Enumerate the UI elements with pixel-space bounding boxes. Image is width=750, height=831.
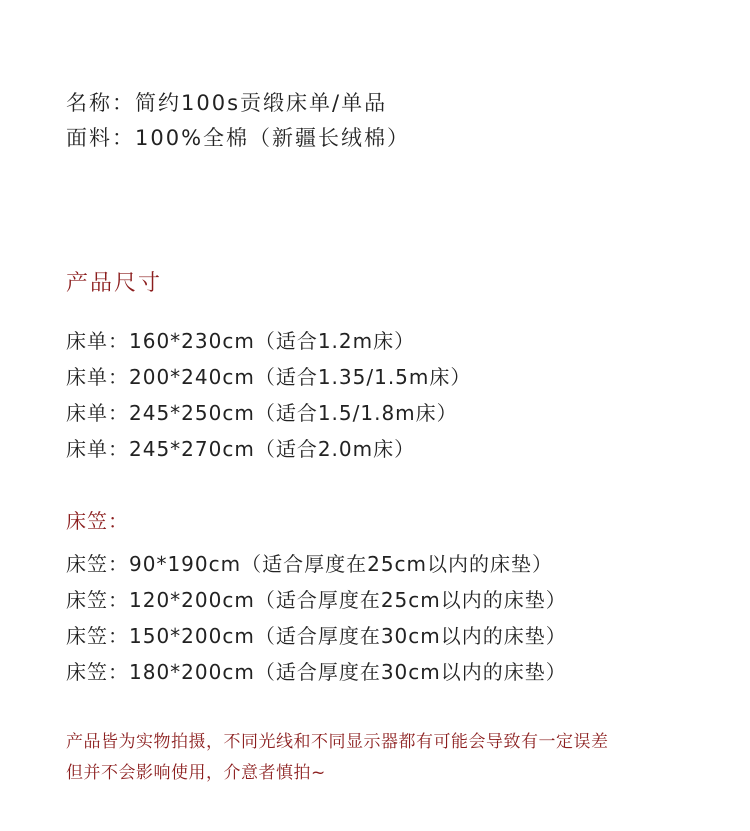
list-item: 床单：200*240cm（适合1.35/1.5m床） bbox=[66, 365, 472, 389]
list-item: 床笠：120*200cm（适合厚度在25cm以内的床垫） bbox=[66, 588, 567, 612]
disclaimer-line-2: 但并不会影响使用，介意者慎拍~ bbox=[66, 763, 326, 783]
size-section-title: 产品尺寸 bbox=[66, 271, 163, 296]
list-item: 床笠：180*200cm（适合厚度在30cm以内的床垫） bbox=[66, 660, 567, 684]
disclaimer-note bbox=[66, 727, 609, 789]
fitted-size-list bbox=[66, 546, 567, 690]
list-item: 床单：245*250cm（适合1.5/1.8m床） bbox=[66, 401, 458, 425]
list-item: 床单：245*270cm（适合2.0m床） bbox=[66, 437, 416, 461]
product-name-line: 名称：简约100s贡缎床单/单品 bbox=[66, 91, 388, 115]
fitted-sheet-title: 床笠： bbox=[66, 509, 129, 533]
product-info bbox=[66, 86, 410, 156]
list-item: 床单：160*230cm（适合1.2m床） bbox=[66, 329, 416, 353]
list-item: 床笠：150*200cm（适合厚度在30cm以内的床垫） bbox=[66, 624, 567, 648]
list-item: 床笠：90*190cm（适合厚度在25cm以内的床垫） bbox=[66, 552, 554, 576]
disclaimer-line-1: 产品皆为实物拍摄，不同光线和不同显示器都有可能会导致有一定误差 bbox=[66, 732, 609, 752]
sheet-size-list bbox=[66, 323, 471, 467]
product-fabric-line: 面料：100%全棉（新疆长绒棉） bbox=[66, 126, 411, 150]
